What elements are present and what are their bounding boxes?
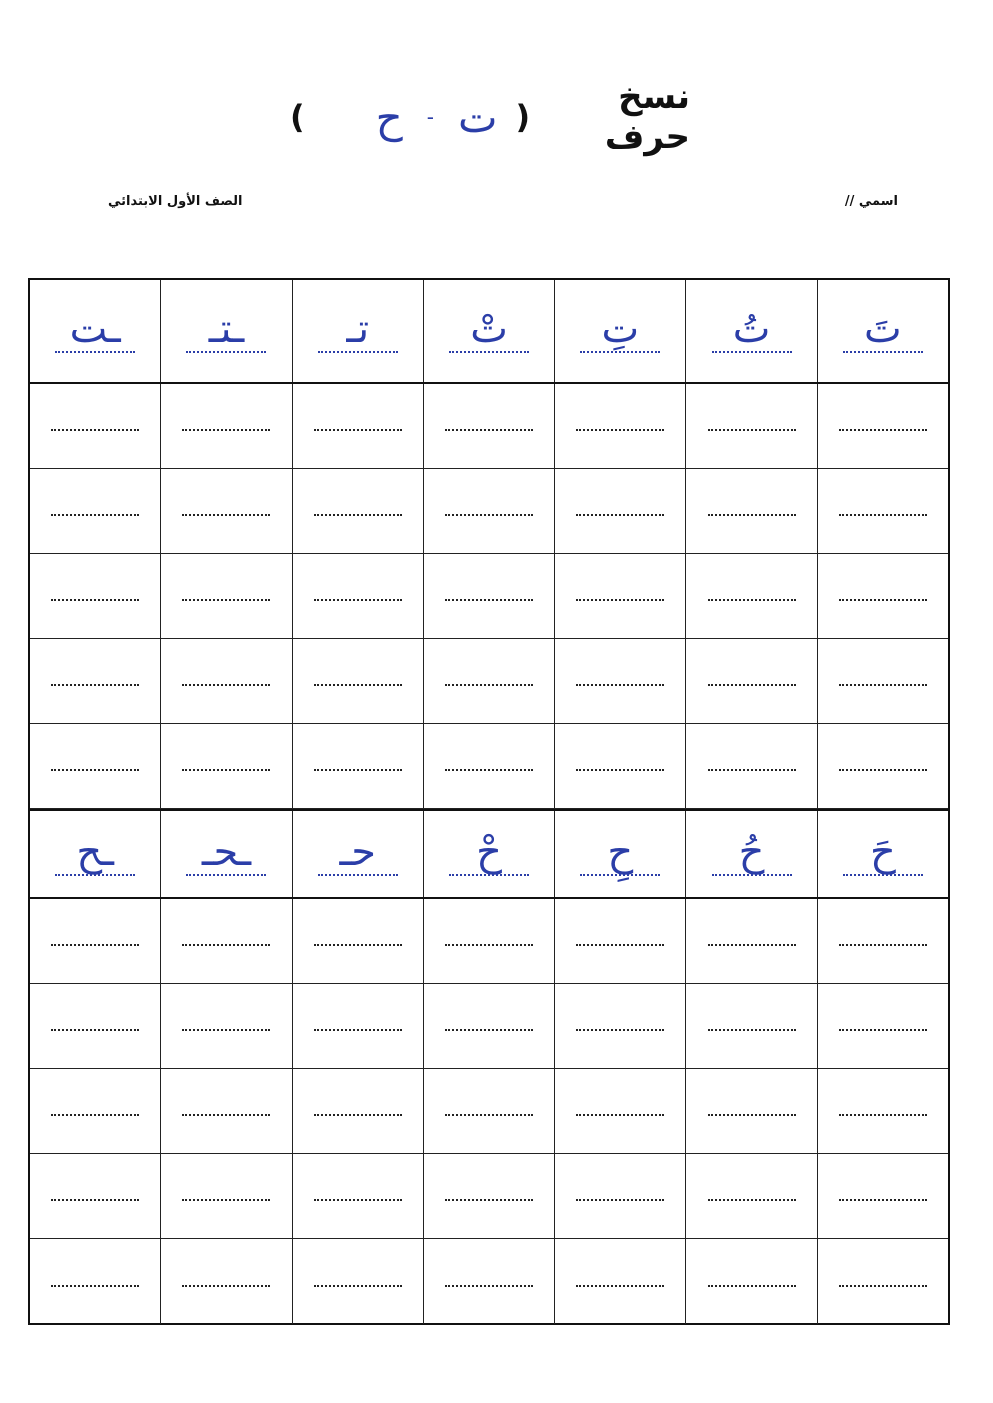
writing-line xyxy=(839,599,927,601)
practice-row xyxy=(30,469,948,554)
model-cell xyxy=(817,811,948,897)
model-letter: حُ xyxy=(738,829,765,875)
writing-line xyxy=(314,514,402,516)
practice-cell[interactable] xyxy=(292,1154,423,1238)
practice-cell[interactable] xyxy=(160,469,291,553)
writing-line xyxy=(51,944,139,946)
close-paren: ) xyxy=(290,98,305,136)
practice-cell[interactable] xyxy=(554,724,685,808)
practice-cell[interactable] xyxy=(30,1239,160,1324)
practice-cell[interactable] xyxy=(685,384,816,468)
model-cell xyxy=(30,280,160,382)
writing-line xyxy=(576,599,664,601)
practice-cell[interactable] xyxy=(292,724,423,808)
practice-cell[interactable] xyxy=(160,384,291,468)
practice-row xyxy=(30,639,948,724)
writing-line xyxy=(839,1199,927,1201)
trace-line xyxy=(186,874,266,876)
practice-cell[interactable] xyxy=(30,984,160,1068)
model-cell xyxy=(817,280,948,382)
writing-line xyxy=(51,769,139,771)
practice-cell[interactable] xyxy=(30,469,160,553)
trace-line xyxy=(55,351,135,353)
practice-cell[interactable] xyxy=(423,554,554,638)
writing-line xyxy=(839,769,927,771)
writing-line xyxy=(51,1114,139,1116)
practice-cell[interactable] xyxy=(292,984,423,1068)
writing-line xyxy=(182,1114,270,1116)
practice-cell[interactable] xyxy=(685,899,816,983)
writing-line xyxy=(576,1199,664,1201)
practice-cell[interactable] xyxy=(554,1239,685,1324)
practice-cell[interactable] xyxy=(554,384,685,468)
practice-cell[interactable] xyxy=(292,899,423,983)
model-cell xyxy=(423,280,554,382)
writing-line xyxy=(445,599,533,601)
practice-row xyxy=(30,384,948,469)
practice-cell[interactable] xyxy=(423,1239,554,1324)
practice-row xyxy=(30,724,948,809)
practice-cell[interactable] xyxy=(685,554,816,638)
writing-line xyxy=(182,599,270,601)
writing-line xyxy=(182,684,270,686)
practice-grid xyxy=(28,278,950,1325)
writing-line xyxy=(576,769,664,771)
writing-line xyxy=(314,1199,402,1201)
model-letter: تـ xyxy=(346,306,370,352)
practice-cell[interactable] xyxy=(817,984,948,1068)
writing-line xyxy=(182,944,270,946)
writing-line xyxy=(576,1285,664,1287)
writing-line xyxy=(839,684,927,686)
writing-line xyxy=(708,429,796,431)
model-cell xyxy=(292,280,423,382)
writing-line xyxy=(314,429,402,431)
writing-line xyxy=(708,1285,796,1287)
practice-cell[interactable] xyxy=(554,1154,685,1238)
writing-line xyxy=(182,429,270,431)
practice-cell[interactable] xyxy=(685,469,816,553)
practice-cell[interactable] xyxy=(817,554,948,638)
practice-cell[interactable] xyxy=(30,1069,160,1153)
practice-cell[interactable] xyxy=(554,639,685,723)
writing-line xyxy=(839,1029,927,1031)
writing-line xyxy=(839,514,927,516)
trace-line xyxy=(186,351,266,353)
writing-line xyxy=(839,1114,927,1116)
practice-cell[interactable] xyxy=(423,639,554,723)
writing-line xyxy=(51,1029,139,1031)
writing-line xyxy=(445,1114,533,1116)
model-letter: ـت xyxy=(69,306,121,352)
model-letter: تِ xyxy=(601,306,640,352)
model-cell xyxy=(423,811,554,897)
practice-cell[interactable] xyxy=(685,639,816,723)
writing-line xyxy=(182,514,270,516)
title-separator: - xyxy=(426,105,434,129)
practice-cell[interactable] xyxy=(817,639,948,723)
practice-cell[interactable] xyxy=(160,984,291,1068)
practice-cell[interactable] xyxy=(30,724,160,808)
trace-line xyxy=(449,351,529,353)
model-letter: تُ xyxy=(732,306,771,352)
practice-cell[interactable] xyxy=(554,554,685,638)
practice-cell[interactable] xyxy=(160,1154,291,1238)
writing-line xyxy=(445,769,533,771)
model-cell xyxy=(554,811,685,897)
practice-cell[interactable] xyxy=(554,1069,685,1153)
writing-line xyxy=(839,944,927,946)
writing-line xyxy=(445,514,533,516)
trace-line xyxy=(318,874,398,876)
worksheet-title xyxy=(290,77,690,157)
trace-line xyxy=(449,874,529,876)
model-letter: ـحـ xyxy=(201,829,252,875)
writing-line xyxy=(51,684,139,686)
model-letter: ـح xyxy=(76,829,114,875)
practice-cell[interactable] xyxy=(292,384,423,468)
trace-line xyxy=(318,351,398,353)
writing-line xyxy=(445,1029,533,1031)
writing-line xyxy=(576,944,664,946)
model-cell xyxy=(30,811,160,897)
writing-line xyxy=(576,429,664,431)
writing-line xyxy=(708,1029,796,1031)
practice-cell[interactable] xyxy=(292,1239,423,1324)
practice-cell[interactable] xyxy=(160,899,291,983)
practice-cell[interactable] xyxy=(685,724,816,808)
model-cell xyxy=(554,280,685,382)
writing-line xyxy=(314,599,402,601)
practice-cell[interactable] xyxy=(292,1069,423,1153)
trace-line xyxy=(580,874,660,876)
practice-cell[interactable] xyxy=(30,1154,160,1238)
writing-line xyxy=(445,1199,533,1201)
writing-line xyxy=(839,429,927,431)
model-cell xyxy=(685,811,816,897)
trace-line xyxy=(843,351,923,353)
model-cell xyxy=(160,811,291,897)
writing-line xyxy=(839,1285,927,1287)
practice-cell[interactable] xyxy=(817,899,948,983)
title-letter-ha: ح xyxy=(375,92,403,142)
writing-line xyxy=(708,769,796,771)
title-letter-ta: ت xyxy=(457,92,498,142)
model-letter: حـ xyxy=(339,829,376,875)
writing-line xyxy=(182,1029,270,1031)
writing-line xyxy=(576,1029,664,1031)
model-cell xyxy=(292,811,423,897)
title-text: نسخ حرف xyxy=(604,77,690,157)
model-letter: حَ xyxy=(869,829,896,875)
practice-cell[interactable] xyxy=(30,899,160,983)
model-letter: حْ xyxy=(476,829,502,875)
practice-cell[interactable] xyxy=(423,724,554,808)
practice-cell[interactable] xyxy=(685,1154,816,1238)
model-cell xyxy=(685,280,816,382)
writing-line xyxy=(182,1285,270,1287)
writing-line xyxy=(445,944,533,946)
writing-line xyxy=(314,944,402,946)
writing-line xyxy=(708,1199,796,1201)
grade-label: الصف الأول الابتدائي xyxy=(108,194,243,209)
practice-cell[interactable] xyxy=(554,899,685,983)
practice-cell[interactable] xyxy=(817,1069,948,1153)
writing-line xyxy=(708,1114,796,1116)
practice-cell[interactable] xyxy=(423,984,554,1068)
writing-line xyxy=(314,769,402,771)
writing-line xyxy=(708,599,796,601)
practice-row xyxy=(30,1239,948,1324)
student-name-label: اسمي // xyxy=(844,194,898,209)
writing-line xyxy=(314,1114,402,1116)
practice-cell[interactable] xyxy=(817,384,948,468)
writing-line xyxy=(314,1029,402,1031)
practice-cell[interactable] xyxy=(160,1239,291,1324)
practice-cell[interactable] xyxy=(423,469,554,553)
writing-line xyxy=(182,769,270,771)
writing-line xyxy=(708,514,796,516)
practice-cell[interactable] xyxy=(423,1154,554,1238)
writing-line xyxy=(51,599,139,601)
practice-cell[interactable] xyxy=(423,384,554,468)
writing-line xyxy=(576,1114,664,1116)
trace-line xyxy=(843,874,923,876)
model-letter: ـتـ xyxy=(208,306,245,352)
practice-cell[interactable] xyxy=(160,639,291,723)
writing-line xyxy=(51,514,139,516)
section_2-model-row xyxy=(30,809,948,899)
practice-cell[interactable] xyxy=(554,469,685,553)
writing-line xyxy=(445,429,533,431)
writing-line xyxy=(576,514,664,516)
writing-line xyxy=(314,1285,402,1287)
writing-line xyxy=(445,1285,533,1287)
trace-line xyxy=(55,874,135,876)
practice-cell[interactable] xyxy=(292,554,423,638)
practice-cell[interactable] xyxy=(554,984,685,1068)
model-letter: تَ xyxy=(864,306,902,352)
practice-cell[interactable] xyxy=(817,1239,948,1324)
practice-cell[interactable] xyxy=(292,469,423,553)
trace-line xyxy=(712,351,792,353)
practice-row xyxy=(30,1069,948,1154)
model-letter: تْ xyxy=(470,306,508,352)
practice-cell[interactable] xyxy=(160,724,291,808)
open-paren: ( xyxy=(515,98,531,136)
practice-cell[interactable] xyxy=(817,724,948,808)
model-cell xyxy=(160,280,291,382)
practice-row xyxy=(30,1154,948,1239)
practice-row xyxy=(30,984,948,1069)
practice-cell[interactable] xyxy=(292,639,423,723)
writing-line xyxy=(51,429,139,431)
practice-cell[interactable] xyxy=(685,984,816,1068)
practice-cell[interactable] xyxy=(30,554,160,638)
trace-line xyxy=(580,351,660,353)
writing-line xyxy=(314,684,402,686)
practice-cell[interactable] xyxy=(817,1154,948,1238)
section_1-model-row xyxy=(30,280,948,384)
practice-cell[interactable] xyxy=(685,1069,816,1153)
practice-cell[interactable] xyxy=(685,1239,816,1324)
model-letter: حِ xyxy=(607,829,634,875)
practice-cell[interactable] xyxy=(160,1069,291,1153)
writing-line xyxy=(708,944,796,946)
writing-line xyxy=(445,684,533,686)
trace-line xyxy=(712,874,792,876)
practice-cell[interactable] xyxy=(423,1069,554,1153)
practice-cell[interactable] xyxy=(423,899,554,983)
practice-cell[interactable] xyxy=(160,554,291,638)
practice-cell[interactable] xyxy=(30,639,160,723)
practice-cell[interactable] xyxy=(30,384,160,468)
writing-line xyxy=(708,684,796,686)
practice-row xyxy=(30,554,948,639)
practice-row xyxy=(30,899,948,984)
writing-line xyxy=(576,684,664,686)
writing-line xyxy=(51,1285,139,1287)
practice-cell[interactable] xyxy=(817,469,948,553)
writing-line xyxy=(51,1199,139,1201)
writing-line xyxy=(182,1199,270,1201)
